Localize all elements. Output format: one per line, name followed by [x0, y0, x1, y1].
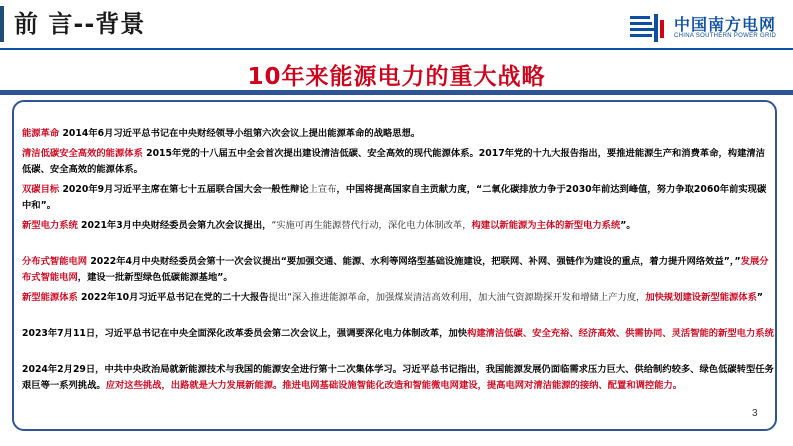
keyword-emphasis: 应对这些挑战，出路就是大力发展新能源。推进电网基础设施智能化改造和智能微电网建设，提高电网对清洁能源的接纳、配置和调控能力。	[105, 380, 683, 391]
paragraph-energy-revolution	[22, 126, 774, 142]
paragraph-text: ”	[756, 292, 764, 303]
company-logo	[628, 12, 788, 46]
paragraph-text: 2021年3月中央财经委员会第九次会议提出，	[77, 220, 272, 231]
logo-chinese-name: 中国南方电网	[674, 15, 777, 34]
section-heading: 10年来能源电力的重大战略	[247, 64, 546, 90]
page-number: 3	[752, 408, 758, 419]
paragraph-text: ，中国将提高国家自主贡献力度，“二氧化碳排放力争于2030年前达到峰值，努力争取2060年前实现碳中和”。	[22, 184, 767, 211]
paragraph-text: 2023年7月11日，习近平总书记在中央全面深化改革委员会第二次会议上，强调要深化电力体制改革，加快	[22, 328, 468, 339]
paragraph-clean-energy-system	[22, 146, 774, 178]
keyword-emphasis: 构建以新能源为主体的新型电力系统	[471, 220, 621, 231]
keyword: 新型电力系统	[22, 220, 78, 231]
keyword: 新型能源体系	[22, 292, 78, 303]
keyword-emphasis: 构建清洁低碳、安全充裕、经济高效、供需协同、灵活智能的新型电力系统	[467, 328, 774, 339]
paragraph-text: 2020年9月习近平主席在第七十五届联合国大会一般性辩论	[59, 184, 309, 195]
title-accent-bar	[0, 6, 4, 42]
heading-underline-bar	[0, 90, 793, 95]
power-grid-logo-icon	[628, 12, 668, 44]
header-divider	[0, 48, 793, 50]
keyword: 能源革命	[22, 128, 60, 139]
paragraph-new-power-system	[22, 218, 774, 234]
paragraph-2023-reform	[22, 326, 774, 342]
keyword: 清洁低碳安全高效的能源体系	[22, 148, 143, 159]
paragraph-text: ”。	[620, 220, 636, 231]
paragraph-text: 2014年6月习近平总书记在中央财经领导小组第六次会议上提出能源革命的战略思想。	[59, 128, 421, 139]
keyword-emphasis: 加快规划建设新型能源体系	[645, 292, 757, 303]
paragraph-dual-carbon	[22, 182, 774, 214]
paragraph-text: 2024年2月29日，中共中央政治局就新能源技术与我国的能源安全进行第十二次集体学习。习近平总书记指出，我国能源发展仍面临需求压力巨大、供给制约较多、绿色低碳转型任务艰巨等一系列挑战。	[22, 364, 774, 391]
slide-header	[0, 0, 793, 50]
paragraph-text: 2015年党的十八届五中全会首次提出建设清洁低碳、安全高效的现代能源体系。2017年党的十九大报告指出，要推进能源生产和消费革命，构建清洁低碳、安全高效的能源体系。	[22, 148, 765, 175]
paragraph-new-energy-system	[22, 290, 774, 306]
keyword: 分布式智能电网	[22, 256, 88, 267]
keyword: 双碳目标	[22, 184, 60, 195]
paragraph-text-normal: 上宣布	[308, 184, 337, 195]
paragraph-text: 2022年10月习近平总书记在党的二十大报告	[77, 292, 269, 303]
paragraph-distributed-grid	[22, 254, 774, 286]
paragraph-text: 2022年4月中央财经委员会第十一次会议提出“要加强交通、能源、水利等网络型基础设施建设，把联网、补网、强链作为建设的重点，着力提升网络效益”，”	[87, 256, 741, 267]
paragraph-2024-study	[22, 362, 774, 394]
logo-english-name: CHINA SOUTHERN POWER GRID	[674, 33, 777, 39]
paragraph-text: ，建设一批新型绿色低碳能源基地”。	[77, 272, 233, 283]
keyword-emphasis: 发展分布式智能电网	[22, 256, 769, 283]
page-title: 前 言--背景	[14, 10, 146, 38]
paragraph-text-normal: 提出“深入推进能源革命，加强煤炭清洁高效利用，加大油气资源勘探开发和增储上产力度，	[268, 292, 646, 303]
paragraph-text-normal: “实施可再生能源替代行动，深化电力体制改革，	[271, 220, 472, 231]
